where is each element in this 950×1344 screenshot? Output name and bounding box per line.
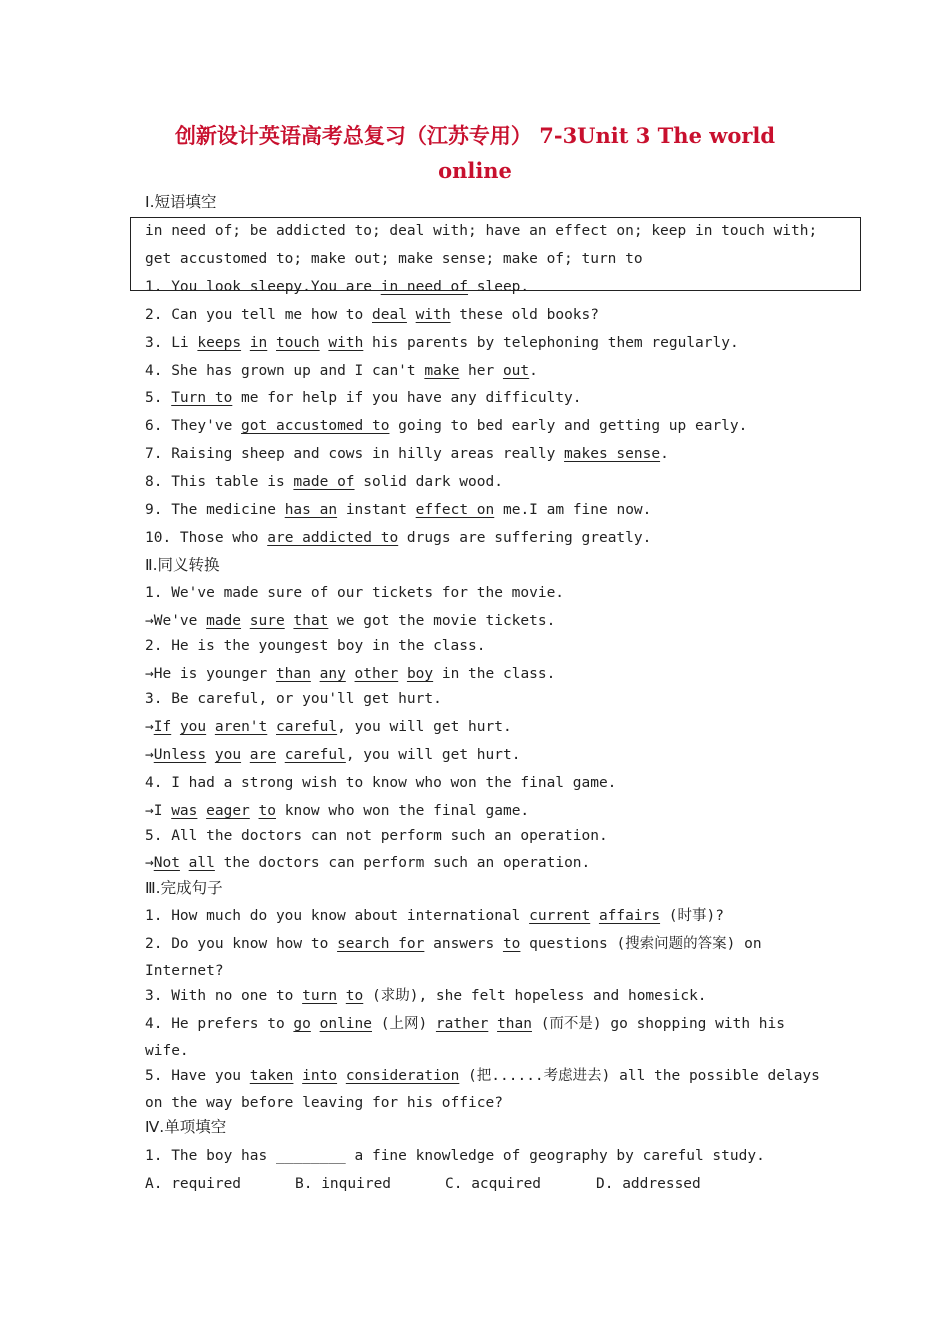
answer-blank: out [502,363,530,379]
sentence-text: They've [171,418,242,434]
rewrite-line-11 [145,853,590,873]
section1-heading: Ⅰ.短语填空 [145,193,217,211]
sentence-text: This table is [171,474,294,490]
rewrite-line-10 [145,826,608,846]
option-d: D. addressed [596,1176,701,1192]
sentence-text: in the class. [433,666,556,682]
fill-item-4 [145,361,538,381]
answer-blank: Not [153,855,180,871]
sentence-text: →He is younger [145,666,276,682]
answer-blank: in [249,335,268,351]
answer-blank: search for [337,936,425,952]
answer-blank: current [529,908,591,924]
sentence-text: me.I am fine now. [494,502,652,518]
sentence-text [488,1016,497,1032]
answer-blank: made [206,613,242,629]
answer-blank: got accustomed to [241,418,390,434]
item-number: 2. [145,307,172,323]
sentence-text [276,747,285,763]
sentence-text: Internet? [145,963,224,979]
sentence-text: drugs are suffering greatly. [398,530,652,546]
rewrite-line-4 [145,664,555,684]
sentence-text [337,988,346,1004]
item-number: 9. [145,502,172,518]
sentence-text: Can you tell me how to [171,307,372,323]
item-number: 5. [145,390,172,406]
sentence-text: 3. With no one to [145,988,303,1004]
fill-item-9 [145,500,651,520]
answer-blank: any [319,666,346,682]
item-number: 3. [145,335,172,351]
answer-blank: other [354,666,399,682]
sentence-text: these old books? [450,307,599,323]
sentence-text [267,719,276,735]
sentence-text [206,719,215,735]
answer-blank: boy [406,666,434,682]
answer-blank: you [179,719,207,735]
answer-blank: you [214,747,242,763]
phrase-box-line2: get accustomed to; make out; make sense; make of; turn to [145,251,643,267]
sentence-text: She has grown up and I can't [171,363,425,379]
fill-item-6 [145,416,747,436]
sentence-text: questions (搜索问题的答案) on [520,936,762,952]
section4-question-1: 1. The boy has ________ a fine knowledge of geography by careful study. [145,1148,765,1164]
answer-blank: sure [249,613,285,629]
sentence-text: Raising sheep and cows in hilly areas really [171,446,565,462]
sentence-text: 3. Be careful, or you'll get hurt. [145,691,442,707]
sentence-text: , you will get hurt. [345,747,521,763]
complete-line-5 [145,1014,785,1034]
answer-blank: consideration [345,1068,460,1084]
answer-blank: taken [249,1068,294,1084]
answer-blank: online [319,1016,372,1032]
answer-blank: that [293,613,329,629]
sentence-text: her [459,363,503,379]
item-number: 10. [145,530,180,546]
complete-line-8 [145,1093,503,1113]
sentence-text: Those who [179,530,268,546]
fill-item-1 [145,277,529,297]
doc-title-line2: online [438,158,512,183]
sentence-text: (求助), she felt hopeless and homesick. [363,988,707,1004]
sentence-text: → [145,855,154,871]
complete-line-4 [145,986,707,1006]
section2-heading: Ⅱ.同义转换 [145,556,220,574]
answer-blank: affairs [598,908,661,924]
sentence-text: wife. [145,1043,189,1059]
answer-blank: keeps [197,335,242,351]
sentence-text [346,666,355,682]
answer-blank: are addicted to [267,530,399,546]
answer-blank: are [249,747,276,763]
sentence-text: You look sleepy.You are [171,279,381,295]
sentence-text: Li [171,335,198,351]
sentence-text: . [660,446,669,462]
answer-blank: Unless [153,747,207,763]
sentence-text: (时事)? [660,908,724,924]
sentence-text [241,613,250,629]
sentence-text: . [529,363,538,379]
answer-blank: make [424,363,460,379]
answer-blank: careful [276,719,338,735]
complete-line-2 [145,934,762,954]
sentence-text [311,1016,320,1032]
rewrite-line-6 [145,717,512,737]
sentence-text: 5. All the doctors can not perform such an operation. [145,828,608,844]
answer-blank: go [293,1016,311,1032]
sentence-text [241,335,250,351]
answer-blank: than [497,1016,532,1032]
answer-blank: was [171,803,198,819]
answer-blank: eager [206,803,250,819]
complete-line-1 [145,906,724,926]
answer-blank: effect on [415,502,495,518]
sentence-text [337,1068,346,1084]
sentence-text [311,666,320,682]
sentence-text [206,747,215,763]
answer-blank: than [275,666,311,682]
rewrite-line-3 [145,636,485,656]
option-b: B. inquired [295,1176,392,1192]
sentence-text [241,747,250,763]
answer-blank: If [153,719,172,735]
sentence-text: answers [424,936,503,952]
answer-blank: with [328,335,364,351]
fill-item-5 [145,388,582,408]
sentence-text: 1. We've made sure of our tickets for the movie. [145,585,565,601]
sentence-text: 5. Have you [145,1068,250,1084]
sentence-text [267,335,276,351]
sentence-text [180,855,189,871]
sentence-text: →We've [145,613,207,629]
answer-blank: to [345,988,364,1004]
fill-item-7 [145,444,669,464]
answer-blank: made of [293,474,355,490]
sentence-text: on the way before leaving for his office? [145,1095,503,1111]
sentence-text: instant [337,502,416,518]
sentence-text: → [145,747,154,763]
sentence-text: 4. He prefers to [145,1016,294,1032]
answer-blank: all [188,855,215,871]
fill-item-3 [145,333,739,353]
sentence-text: sleep. [468,279,530,295]
sentence-text: his parents by telephoning them regularly. [363,335,739,351]
sentence-text: (上网) [372,1016,436,1032]
rewrite-line-8 [145,773,616,793]
phrase-box-line1: in need of; be addicted to; deal with; have an effect on; keep in touch with; [145,223,818,239]
sentence-text [250,803,259,819]
section3-heading: Ⅲ.完成句子 [145,879,223,897]
fill-item-8 [145,472,503,492]
sentence-text: (把......考虑进去) all the possible delays [459,1068,820,1084]
sentence-text: me for help if you have any difficulty. [232,390,582,406]
answer-blank: into [302,1068,338,1084]
sentence-text: → [145,719,154,735]
answer-blank: deal [372,307,407,323]
sentence-text [197,803,206,819]
item-number: 8. [145,474,172,490]
sentence-text: , you will get hurt. [337,719,512,735]
rewrite-line-9 [145,801,529,821]
item-number: 4. [145,363,172,379]
answer-blank: makes sense [564,446,661,462]
option-c: C. acquired [445,1176,542,1192]
sentence-text: going to bed early and getting up early. [389,418,748,434]
complete-line-6 [145,1041,189,1061]
rewrite-line-1 [145,583,564,603]
answer-blank: rather [435,1016,489,1032]
answer-blank: aren't [214,719,268,735]
answer-blank: touch [276,335,320,351]
sentence-text: →I [145,803,172,819]
sentence-text [407,307,416,323]
sentence-text [398,666,407,682]
sentence-text: we got the movie tickets. [328,613,556,629]
sentence-text: 1. How much do you know about international [145,908,530,924]
answer-blank: careful [284,747,346,763]
rewrite-line-7 [145,745,520,765]
answer-blank: in need of [380,279,469,295]
sentence-text: the doctors can perform such an operation. [214,855,591,871]
rewrite-line-2 [145,611,555,631]
item-number: 6. [145,418,172,434]
rewrite-line-5 [145,689,442,709]
option-a: A. required [145,1176,242,1192]
fill-item-2 [145,305,599,325]
item-number: 7. [145,446,172,462]
sentence-text [293,1068,302,1084]
sentence-text: 2. Do you know how to [145,936,338,952]
answer-blank: with [415,307,451,323]
answer-blank: turn [302,988,338,1004]
complete-line-7 [145,1066,820,1086]
sentence-text [171,719,180,735]
sentence-text: know who won the final game. [276,803,530,819]
sentence-text: 4. I had a strong wish to know who won the final game. [145,775,617,791]
complete-line-3 [145,961,224,981]
section4-heading: Ⅳ.单项填空 [145,1118,227,1136]
answer-blank: Turn to [171,390,233,406]
sentence-text [590,908,599,924]
sentence-text: The medicine [171,502,285,518]
sentence-text: solid dark wood. [354,474,503,490]
doc-title-line1: 创新设计英语高考总复习（江苏专用） 7-3Unit 3 The world [174,123,776,148]
sentence-text: 2. He is the youngest boy in the class. [145,638,486,654]
fill-item-10 [145,528,651,548]
answer-blank: to [258,803,276,819]
item-number: 1. [145,279,172,295]
answer-blank: to [502,936,521,952]
sentence-text: (而不是) go shopping with his [531,1016,785,1032]
answer-blank: has an [284,502,338,518]
